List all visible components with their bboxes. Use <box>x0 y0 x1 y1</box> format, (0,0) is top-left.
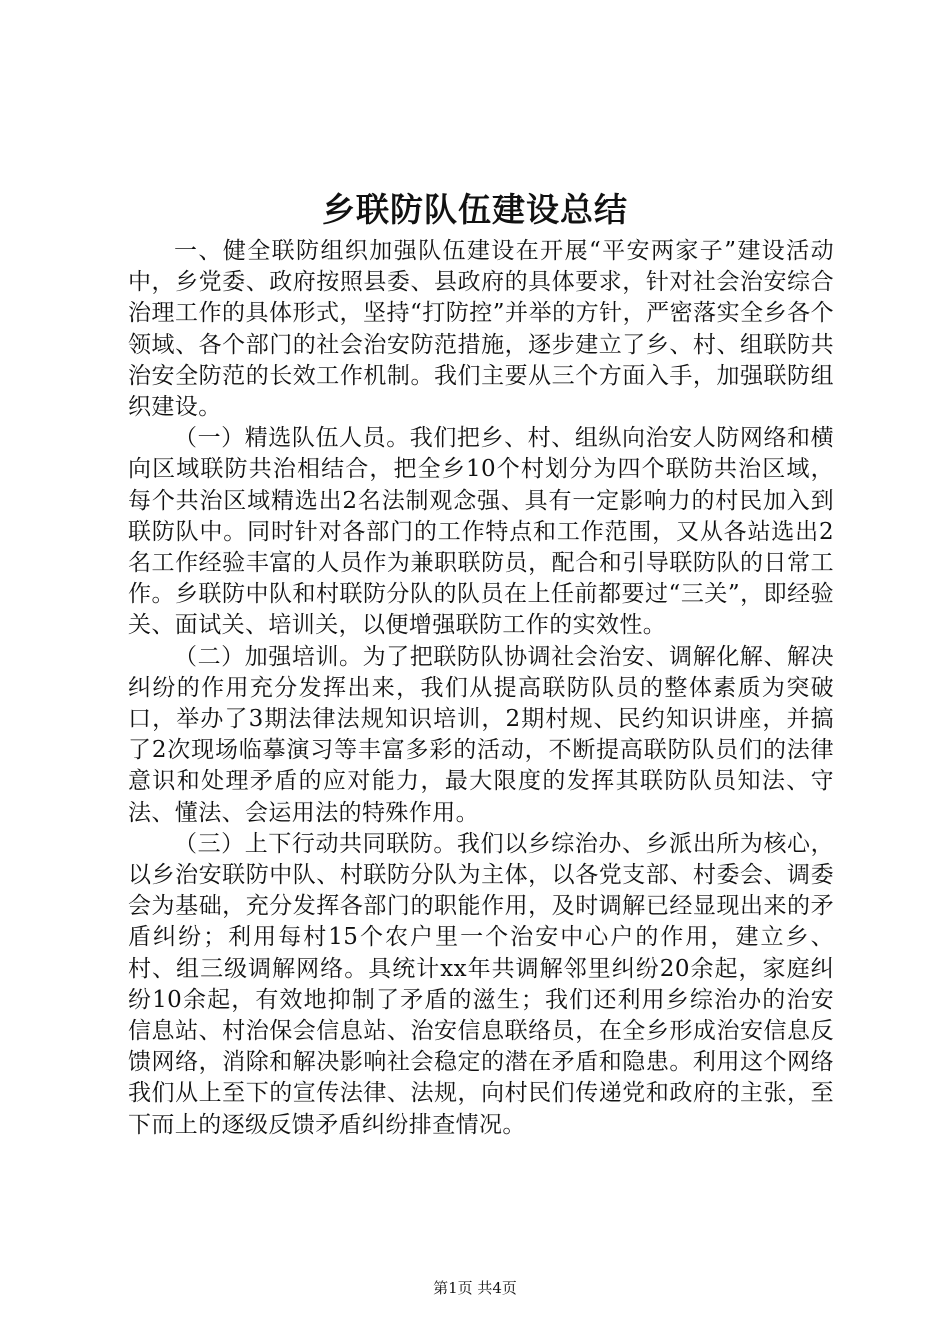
document-title: 乡联防队伍建设总结 <box>322 190 628 229</box>
paragraph-section-3: （三）上下行动共同联防。我们以乡综治办、乡派出所为核心，以乡治安联防中队、村联防分队为主体，以各党支部、村委会、调委会为基础，充分发挥各部门的职能作用，及时调解已经显现出来的矛盾纠纷；利用每村15个农户里一个治安中心户的作用，建立乡、村、组三级调解网络。具统计xx年共调解邻里纠纷20余起，家庭纠纷10余起，有效地抑制了矛盾的滋生；我们还利用乡综治办的治安信息站、村治保会信息站、治安信息联络员，在全乡形成治安信息反馈网络，消除和解决影响社会稳定的潜在矛盾和隐患。利用这个网络我们从上至下的宣传法律、法规，向村民们传递党和政府的主张，至下而上的逐级反馈矛盾纠纷排查情况。 <box>128 830 834 1138</box>
paragraph-section-1: （一）精选队伍人员。我们把乡、村、组纵向治安人防网络和横向区域联防共治相结合，把全乡10个村划分为四个联防共治区域，每个共治区域精选出2名法制观念强、具有一定影响力的村民加入到联防队中。同时针对各部门的工作特点和工作范围，又从各站选出2名工作经验丰富的人员作为兼职联防员，配合和引导联防队的日常工作。乡联防中队和村联防分队的队员在上任前都要过“三关”，即经验关、面试关、培训关，以便增强联防工作的实效性。 <box>128 425 834 639</box>
paragraph-section-2: （二）加强培训。为了把联防队协调社会治安、调解化解、解决纠纷的作用充分发挥出来，我们从提高联防队员的整体素质为突破口，举办了3期法律法规知识培训，2期村规、民约知识讲座，并搞了2次现场临摹演习等丰富多彩的活动，不断提高联防队员们的法律意识和处理矛盾的应对能力，最大限度的发挥其联防队员知法、守法、懂法、会运用法的特殊作用。 <box>128 643 834 826</box>
paragraph-intro: 一、健全联防组织加强队伍建设在开展“平安两家子”建设活动中，乡党委、政府按照县委、县政府的具体要求，针对社会治安综合治理工作的具体形式，坚持“打防控”并举的方针，严密落实全乡各个领域、各个部门的社会治安防范措施，逐步建立了乡、村、组联防共治安全防范的长效工作机制。我们主要从三个方面入手，加强联防组织建设。 <box>128 238 834 421</box>
page-footer: 第1页 共4页 <box>433 1279 517 1297</box>
document-body <box>128 236 834 1141</box>
